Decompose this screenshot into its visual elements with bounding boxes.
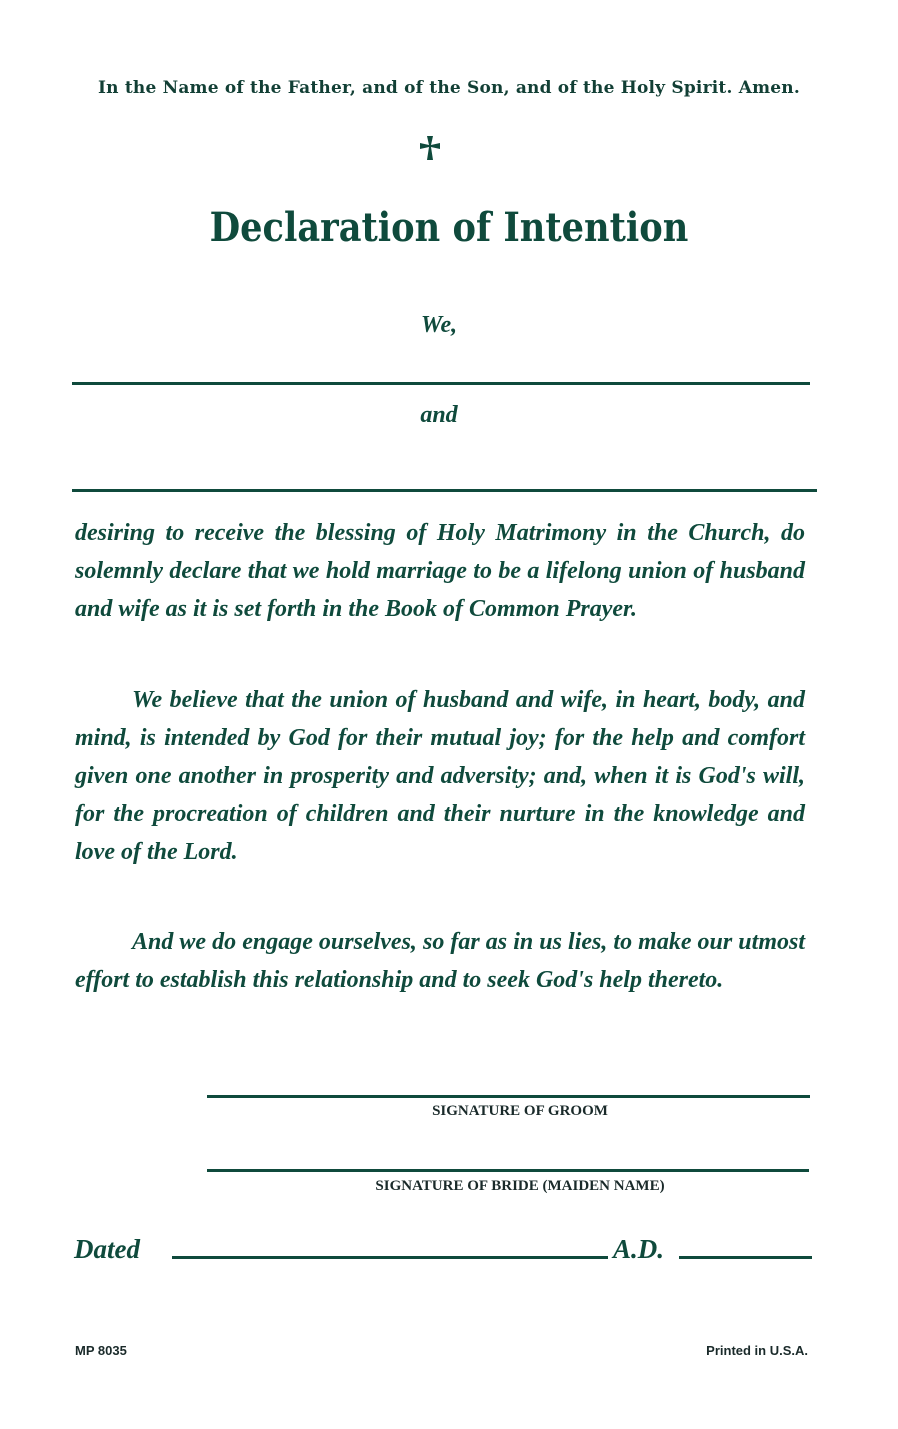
and-label: and [420,402,458,428]
cross-pattee-icon [418,136,442,160]
year-line[interactable] [679,1256,812,1259]
page-title: Declaration of Intention [209,204,689,251]
declaration-paragraph-1: desiring to receive the blessing of Holy Matrimony in the Church, do solemnly declare that we hold marriage to be a lifelong union of husband and wife as it is set forth in the Book of Common Prayer. [75,520,805,622]
date-line[interactable] [172,1256,608,1259]
bride-signature-line[interactable] [207,1169,809,1172]
invocation-text: In the Name of the Father, and of the Son, and of the Holy Spirit. Amen. [98,78,800,98]
ad-label: A.D. [613,1234,665,1264]
groom-signature-line[interactable] [207,1095,810,1098]
we-label: We, [420,312,458,338]
printed-in-usa: Printed in U.S.A. [706,1343,808,1358]
declaration-paragraph-3: And we do engage ourselves, so far as in us lies, to make our utmost effort to establish this relationship and to seek God's help thereto. [75,929,805,993]
form-code: MP 8035 [75,1343,127,1358]
bride-signature-label: SIGNATURE OF BRIDE (MAIDEN NAME) [375,1178,665,1194]
second-name-line[interactable] [72,489,817,492]
dated-label: Dated [74,1234,140,1264]
first-name-line[interactable] [72,382,810,385]
declaration-paragraph-2: We believe that the union of husband and wife, in heart, body, and mind, is intended by God for their mutual joy; for the help and comfort given one another in prosperity and adversity; and, when it is God's will, for the procreation of children and their nurture in the knowledge and love of the Lord. [75,687,805,865]
groom-signature-label: SIGNATURE OF GROOM [432,1103,608,1119]
